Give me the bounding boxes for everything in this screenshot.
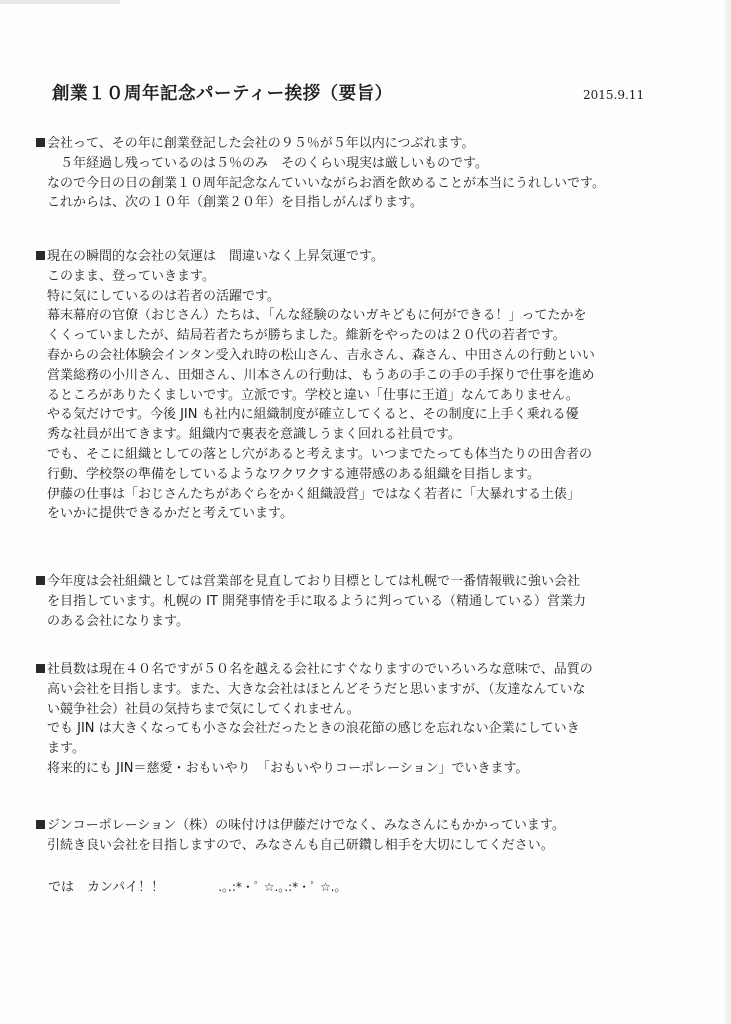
paragraph-section-4 — [36, 660, 696, 779]
paragraph-line: くくっていましたが、結局若者たちが勝ちました。維新をやったのは２０代の若者です。 — [47, 328, 566, 344]
paragraph-line: でも JIN は大きくなっても小さな会社だったときの浪花節の感じを忘れない企業にしていき — [47, 721, 580, 737]
closing-text: では カンパイ！！ — [48, 880, 165, 895]
document-date: 2015.9.11 — [583, 88, 645, 102]
scan-edge-top — [0, 0, 120, 4]
closing-line — [48, 876, 341, 895]
paragraph-line: このまま、登っていきます。 — [47, 268, 215, 284]
paragraph-line: ジンコーポレーション（株）の味付けは伊藤だけでなく、みなさんにもかかっています。 — [47, 818, 565, 833]
paragraph-line: ５年経過し残っているのは５％のみ そのくらい現実は厳しいものです。 — [60, 155, 488, 171]
paragraph-line: なので今日の日の創業１０周年記念なんていいながらお酒を飲めることが本当にうれしいです。 — [47, 175, 605, 191]
paragraph-line: 現在の瞬間的な会社の気運は 間違いなく上昇気運です。 — [47, 249, 384, 264]
paragraph-line: でも、そこに組織としての落とし穴があると考えます。いつまでたっても体当たりの田舎者の — [47, 446, 592, 462]
paragraph-line: 幕末幕府の官僚（おじさん）たちは、「んな経験のないガキどもに何ができる！」ってたかを — [47, 308, 587, 324]
square-bullet-icon — [36, 138, 45, 147]
paragraph-line: のある会社になります。 — [47, 613, 189, 629]
paragraph-line: い競争社会）社員の気持ちまで気にしてくれません。 — [47, 701, 360, 717]
sparkle-decoration: .｡.:*・ﾟ ☆.｡.:*・ﾟ ☆.｡ — [218, 880, 341, 894]
paragraph-section-5 — [36, 816, 696, 856]
paragraph-line: やる気だけです。今後 JIN も社内に組織制度が確立してくると、その制度に上手く乗れる優 — [47, 407, 579, 423]
paragraph-line: 高い会社を目指します。また、大きな会社はほとんどそうだと思いますが、（友達なんていな — [47, 681, 586, 697]
paragraph-section-1 — [36, 134, 696, 213]
paragraph-line: 行動、学校祭の準備をしているようなワクワクする連帯感のある組織を目指します。 — [47, 466, 540, 482]
paragraph-line: 秀な社員が出てきます。組織内で裏表を意識しうまく回れる社員です。 — [47, 427, 461, 443]
paragraph-section-2 — [36, 247, 696, 524]
square-bullet-icon — [36, 251, 45, 260]
paragraph-line: 伊藤の仕事は「おじさんたちがあぐらをかく組織設営」ではなく若者に「大暴れする土俵」 — [47, 486, 581, 502]
paragraph-line: 特に気にしているのは若者の活躍です。 — [47, 288, 280, 304]
square-bullet-icon — [36, 820, 45, 829]
paragraph-line: 営業総務の小川さん、田畑さん、川本さんの行動は、もうあの手この手の手探りで仕事を進め — [47, 367, 595, 383]
paragraph-line: 会社って、その年に創業登記した会社の９５％が５年以内につぶれます。 — [47, 136, 475, 151]
paragraph-line: 今年度は会社組織としては営業部を見直しており目標としては札幌で一番情報戦に強い会社 — [47, 574, 581, 589]
paragraph-line: を目指しています。札幌の IT 開発事情を手に取るように判っている（精通している）営業力 — [47, 593, 587, 609]
paragraph-line: るところがありたくましいです。立派です。学校と違い「仕事に王道」なんてありません。 — [47, 387, 579, 403]
paragraph-line: これからは、次の１０年（創業２０年）を目指しがんばります。 — [47, 195, 423, 211]
square-bullet-icon — [36, 576, 45, 585]
paragraph-section-3 — [36, 572, 696, 631]
paragraph-line: 将来的にも JIN＝慈愛・おもいやり 「おもいやりコーポレーション」でいきます。 — [47, 760, 529, 776]
paragraph-line: 引続き良い会社を目指しますので、みなさんも自己研鑽し相手を大切にしてください。 — [47, 837, 554, 853]
scan-edge-right — [725, 0, 731, 1024]
paragraph-line: 春からの会社体験会インタン受入れ時の松山さん、吉永さん、森さん、中田さんの行動といい — [47, 347, 595, 363]
document-title: 創業１０周年記念パーティー挨拶（要旨） — [52, 84, 393, 104]
paragraph-line: 社員数は現在４０名ですが５０名を越える会社にすぐなりますのでいろいろな意味で、品質の — [47, 662, 593, 677]
square-bullet-icon — [36, 664, 45, 673]
paragraph-line: ます。 — [47, 741, 85, 757]
paragraph-line: をいかに提供できるかだと考えています。 — [47, 506, 293, 522]
